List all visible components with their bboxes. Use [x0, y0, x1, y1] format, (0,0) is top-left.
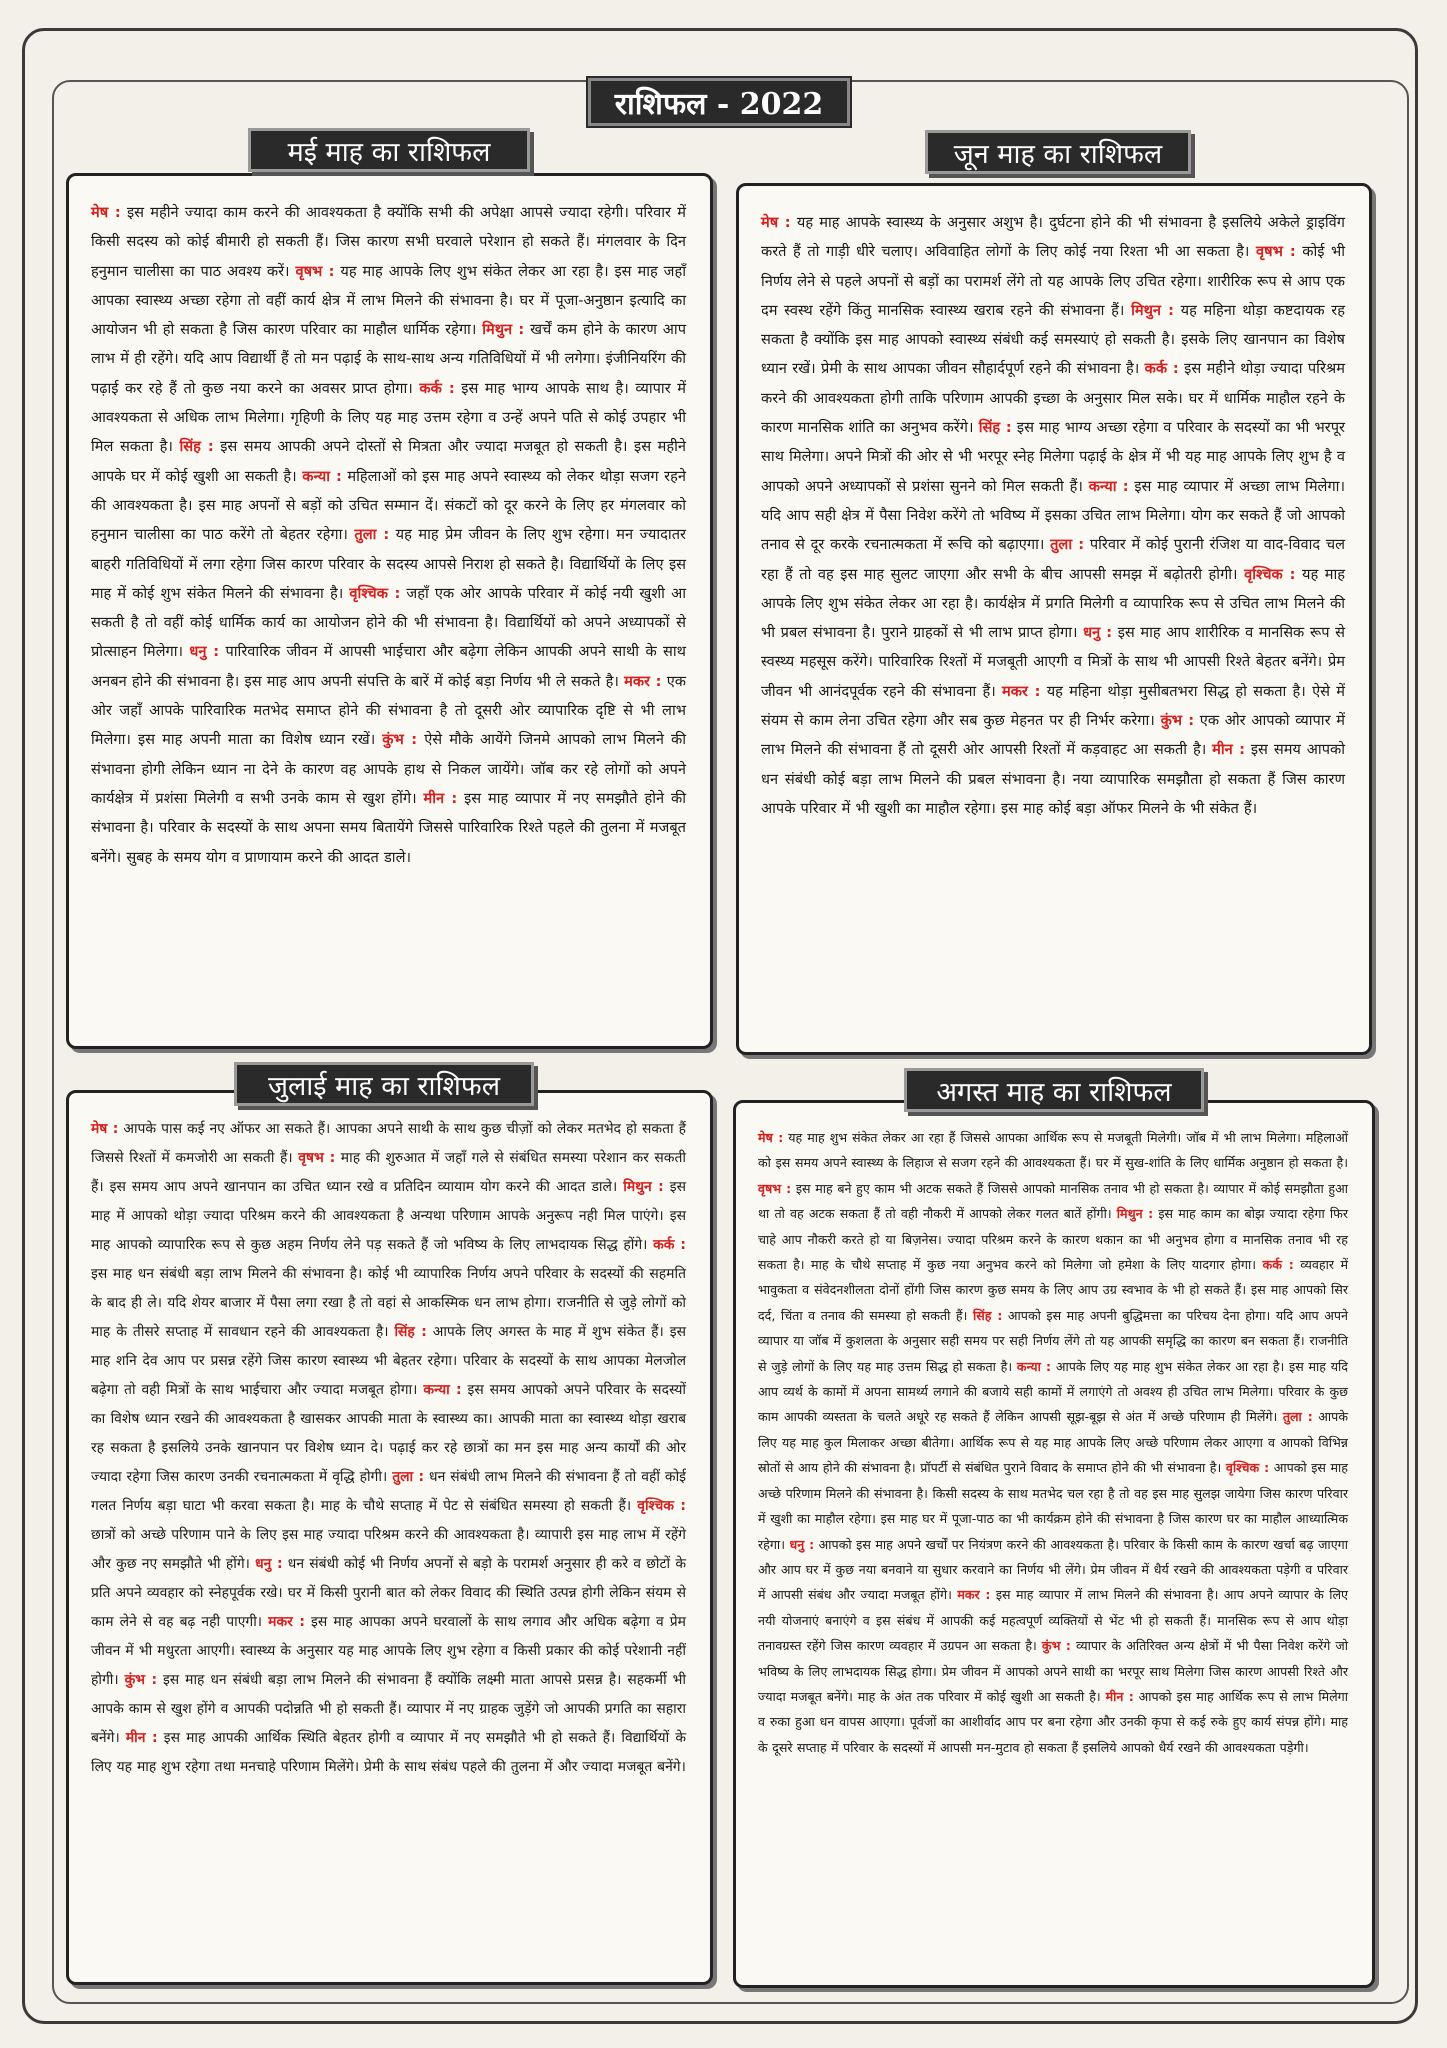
- sign-text: इस माह भाग्य अच्छा रहेगा व परिवार के सदस्यों का भी भरपूर साथ मिलेगा। अपने मित्रों की ओर से भी भरपूर स्नेह मिलेगा पढ़ाई के क्षेत्र में भी यह माह आपके लिए शुभ है व आपको अपने अध्यापकों से प्रशंसा सुनने को मिल सकती हैं।: [761, 419, 1346, 495]
- sign-label: धनु :: [1083, 624, 1113, 642]
- sign-label: कन्या :: [302, 467, 342, 485]
- sign-label: सिंह :: [179, 438, 214, 456]
- sign-text: धन संबंधी लाभ मिलने की संभावना हैं तो वहीं कोई गलत निर्णय बड़ा घाटा भी करवा सकता है। माह के चौथे सप्ताह में पेट से संबंधित समस्या हो सकती हैं।: [91, 1469, 686, 1514]
- sign-label: मिथुन :: [482, 321, 525, 339]
- sign-text: यह माह आपके लिए शुभ संकेत लेकर आ रहा है। इस माह जहाँ आपका स्वास्थ्य अच्छा रहेगा तो वहीं कार्य क्षेत्र में लाभ मिलने की संभावना है। घर में पूजा-अनुष्ठान इत्यादि का आयोजन भी हो सकता है जिस कारण परिवार का माहौल धार्मिक रहेगा।: [91, 262, 686, 339]
- sign-label: वृश्चिक :: [637, 1498, 686, 1514]
- may-body: [91, 198, 686, 872]
- sign-label: मेष :: [761, 214, 791, 231]
- sign-text: आपको इस माह अच्छे परिणाम मिलने की संभावना है। किसी सदस्य के साथ मतभेद चल रहा है तो वह इस माह सुलझ जायेगा जिस कारण परिवार में खुशी का माहौल रहेगा। इस माह घर में पूजा-पाठ का भी कार्यक्रम होने की संभावना है जिस कारण घर का माहौल आध्यात्मिक रहेगा।: [758, 1460, 1348, 1552]
- sign-text: आपको इस माह आर्थिक रूप से लाभ मिलेगा व रुका हुआ धन वापस आएगा। पूर्वजों का आशीर्वाद आप पर बना रहेगा और उनकी कृपा से कई रुके हुए कार्य संपन्न होंगे। माह के दूसरे सप्ताह में परिवार के सदस्यों में आपसी मन-मुटाव हो सकता हैं इसलिये आपको धैर्य रखने की आवश्यकता पड़ेगी।: [758, 1688, 1348, 1755]
- sign-label: मेष :: [758, 1130, 784, 1145]
- sign-text: यह महिना थोड़ा मुसीबतभरा सिद्ध हो सकता है। ऐसे में संयम से काम लेना उचित रहेगा और सब कुछ मेहनत पर ही निर्भर करेगा।: [761, 682, 1345, 730]
- sign-text: यह माह आपके स्वास्थ्य के अनुसार अशुभ है। दुर्घटना होने की भी संभावना है इसलिये अकेले ड्राइविंग करते हैं तो गाड़ी धीरे चलाए। अविवाहित लोगों के लिए कोई नया रिश्ता भी आ सकता है।: [761, 214, 1345, 261]
- june-section: [736, 183, 1372, 1055]
- sign-label: धनु :: [189, 643, 220, 661]
- sign-text: छात्रों को अच्छे परिणाम पाने के लिए इस माह ज्यादा परिश्रम करने की आवश्यकता है। व्यापारी इस माह लाभ में रहेंगे और कुछ नए समझौते भी होंगे।: [91, 1527, 686, 1572]
- sign-text: इस माह काम का बोझ ज्यादा रहेगा फिर चाहे आप नौकरी करते हो या बिज़नेस। ज्यादा परिश्रम करने के कारण थकान का भी अनुभव होगा व मानसिक तनाव भी रह सकता है। माह के चौथे सप्ताह में कुछ नया अनुभव करने को मिलेगा जो हमेशा के लिए यादगार होगा।: [758, 1206, 1348, 1273]
- sign-text: ऐसे मौके आयेंगे जिनमे आपको लाभ मिलने की संभावना होगी लेकिन ध्यान ना देने के कारण वह आपके हाथ से निकल जायेंगे। जॉब कर रहे लोगों को अपने कार्यक्षेत्र में प्रशंसा मिलेगी व सभी उनके काम से खुश होंगे।: [91, 731, 686, 807]
- sign-text: आपको इस माह अपनी बुद्धिमत्ता का परिचय देना होगा। यदि आप अपने व्यापार या जॉब में कुशलता के अनुसार सही समय पर सही निर्णय लेंगे तो यह आपकी समृद्धि का कारण बन सकता हैं। राजनीति से जुड़े लोगों के लिए यह माह उत्तम सिद्ध हो सकता है।: [758, 1307, 1348, 1374]
- sign-label: मकर :: [957, 1587, 991, 1603]
- sign-text: इस माह आपकी आर्थिक स्थिति बेहतर होगी व व्यापार में नए समझौते भी हो सकते हैं। विद्यार्थियों के लिए यह माह शुभ रहेगा तथा मनचाहे परिणाम मिलेंगे। प्रेमी के साथ संबंध पहले की तुलना में और ज्यादा मजबूत बनेंगे।: [91, 1730, 686, 1775]
- sign-text: व्यवहार में भावुकता व संवेदनशीलता दोनों होंगी जिस कारण कुछ समय के लिए आप उग्र स्वभाव के भी हो सकते हैं। इस माह आपको सिर दर्द, चिंता व तनाव की समस्या हो सकती हैं।: [758, 1257, 1348, 1323]
- sign-label: कन्या :: [423, 1382, 462, 1398]
- sign-label: तुला :: [1282, 1409, 1313, 1425]
- sign-label: मिथुन :: [1131, 301, 1174, 319]
- june-body: [761, 208, 1345, 823]
- sign-text: इस माह आप शारीरिक व मानसिक रूप से स्वस्थ्य महसूस करेंगे। पारिवारिक रिश्तों में मजबूती आएगी व मित्रों के साथ भी आपसी रिश्ते बेहतर बनेंगे। प्रेम जीवन भी आनंदपूर्वक रहने की संभावना हैं।: [761, 624, 1345, 700]
- july-section: [66, 1090, 713, 1985]
- sign-text: इस माह बने हुए काम भी अटक सकते हैं जिससे आपको मानसिक तनाव भी हो सकता है। व्यापार में कोई समझौता हुआ था तो वह अटक सकता हैं तो वही नौकरी में आपको लेकर गलत बातें होंगी।: [758, 1180, 1348, 1222]
- sign-text: महिलाओं को इस माह अपने स्वास्थ्य को लेकर थोड़ा सजग रहने की आवश्यकता है। इस माह अपनों से बड़ों को उचित सम्मान दें। संकटों को दूर करने के लिए हर मंगलवार को हनुमान चालीसा का पाठ करेंगे तो बेहतर रहेगा।: [91, 467, 686, 544]
- sign-label: सिंह :: [394, 1324, 427, 1340]
- sign-label: वृषभ :: [1256, 243, 1296, 261]
- sign-text: इस माह भाग्य आपके साथ है। व्यापार में आवश्यकता से अधिक लाभ मिलेगा। गृहिणी के लिए यह माह उत्तम रहेगा व उन्हें अपने पति से कोई उपहार भी मिल सकता है।: [91, 379, 686, 456]
- sign-label: सिंह :: [972, 1307, 1003, 1323]
- sign-label: कर्क :: [1262, 1257, 1294, 1273]
- sign-label: सिंह :: [978, 419, 1012, 437]
- sign-label: मकर :: [268, 1614, 305, 1630]
- sign-label: कन्या :: [1088, 477, 1129, 495]
- july-body: [91, 1115, 686, 1782]
- sign-text: इस माह व्यापार में नए समझौते होने की संभावना है। परिवार के सदस्यों के साथ अपना समय बितायेंगे जिससे पारिवारिक रिश्ते पहले की तुलना में मजबूत बनेंगे। सुबह के समय योग व प्राणायाम करने की आदत डाले।: [91, 789, 686, 866]
- sign-text: इस समय आपको धन संबंधी कोई बड़ा लाभ मिलने की प्रबल संभावना है। नया व्यापारिक समझौता हो सकता हैं जिस कारण आपके परिवार में भी खुशी का माहौल रहेगा। इस माह कोई बड़ा ऑफर मिलने के भी संकेत हैं।: [761, 741, 1345, 817]
- sign-label: धनु :: [255, 1556, 283, 1572]
- sign-text: व्यापार के अतिरिक्त अन्य क्षेत्रों में भी पैसा निवेश करेंगे जो भविष्य के लिए लाभदायक सिद्ध होगा। प्रेम जीवन में आपको अपने साथी का भरपूर साथ मिलेगा जिस कारण आपसी रिश्ते और ज्यादा मजबूत बनेंगे। माह के अंत तक परिवार में कोई खुशी आ सकती है।: [758, 1638, 1348, 1704]
- sign-label: मकर :: [624, 672, 662, 690]
- sign-label: कुंभ :: [124, 1672, 157, 1688]
- sign-text: इस महीने ज्यादा काम करने की आवश्यकता है क्योंकि सभी की अपेक्षा आपसे ज्यादा रहेगी। परिवार में किसी सदस्य को कोई बीमारी हो सकती हैं। जिस कारण सभी घरवाले परेशान हो सकते हैं। मंगलवार के दिन हनुमान चालीसा का पाठ अवश्य करें।: [91, 204, 686, 280]
- sign-label: धनु :: [789, 1536, 815, 1552]
- sign-label: वृश्चिक :: [349, 584, 401, 602]
- sign-label: मिथुन :: [623, 1179, 664, 1195]
- august-section: [733, 1100, 1375, 1988]
- may-section: [66, 173, 713, 1049]
- sign-label: कर्क :: [1144, 360, 1179, 378]
- sign-text: एक ओर जहाँ आपके पारिवारिक मतभेद समाप्त होने की संभावना है तो दूसरी ओर व्यापारिक दृष्टि से भी लाभ मिलेगा। इस माह अपनी माता का विशेष ध्यान रखें।: [91, 672, 687, 749]
- sign-text: कोई भी निर्णय लेने से पहले अपनों से बड़ों का परामर्श लेंगे तो यह आपके लिए उचित रहेगा। शारीरिक रूप से आप एक दम स्वस्थ रहेंगे किंतु मानसिक स्वास्थ्य खराब रहने की संभावना हैं।: [761, 243, 1345, 319]
- sign-text: यह महिना थोड़ा कष्टदायक रह सकता है क्योंकि इस माह आपको स्वास्थ्य संबंधी कई समस्याएं हो सकती है। इसके लिए खानपान का विशेष ध्यान रखें। प्रेमी के साथ आपका जीवन सौहार्दपूर्ण रहने की संभावना है।: [761, 301, 1345, 378]
- sign-text: आपको इस माह अपने खर्चों पर नियंत्रण करने की आवश्यकता है। परिवार के किसी काम के कारण खर्चा बढ़ जाएगा और आप घर में कुछ नया बनवाने या सुधार करवाने का निर्णय भी लेंगे। प्रेम जीवन में धैर्य रखने की आवश्यकता पड़ेगी व परिवार में आपसी संबंध और ज्यादा मजबूत होंगे।: [758, 1536, 1349, 1603]
- may-title: मई माह का राशिफल: [248, 128, 530, 172]
- sign-label: तुला :: [392, 1469, 425, 1485]
- june-title: जून माह का राशिफल: [925, 130, 1191, 174]
- sign-text: इस समय आपको अपने परिवार के सदस्यों का विशेष ध्यान रखने की आवश्यकता है खासकर आपकी माता के स्वास्थ्य का। आपकी माता का स्वास्थ्य थोड़ा खराब रह सकता है इसलिये उनके खानपान पर विशेष ध्यान दे। पढ़ाई कर रहे छात्रों का मन इस माह अन्य कार्यों की ओर ज्यादा रहेगा जिस कारण उनकी रचनात्मकता में वृद्धि होगी।: [91, 1382, 687, 1485]
- sign-text: इस समय आपकी अपने दोस्तों से मित्रता और ज्यादा मजबूत हो सकती है। इस महीने आपके घर में कोई खुशी आ सकती है।: [91, 438, 686, 485]
- sign-label: कन्या :: [1016, 1358, 1052, 1374]
- sign-text: यह माह प्रेम जीवन के लिए शुभ रहेगा। मन ज्यादातर बाहरी गतिविधियों में लगा रहेगा जिस कारण परिवार के सदस्य आपसे निराश हो सकते है। विद्यार्थियों के लिए इस माह में कोई शुभ संकेत मिलने की संभावना है।: [91, 526, 686, 602]
- sign-label: वृषभ :: [298, 1150, 336, 1166]
- sign-text: इस माह धन संबंधी बड़ा लाभ मिलने की संभावना हैं क्योंकि लक्ष्मी माता आपसे प्रसन्न है। सहकर्मी भी आपके काम से खुश होंगे व आपकी पदोन्नति भी हो सकती हैं। व्यापार में नए ग्राहक जुड़ेंगे जो आपकी प्रगति का सहारा बनेंगे।: [91, 1672, 687, 1746]
- sign-label: मीन :: [1105, 1688, 1134, 1704]
- sign-label: मेष :: [91, 1121, 119, 1137]
- sign-label: कर्क :: [419, 379, 455, 397]
- sign-text: इस माह व्यापार में लाभ मिलने की संभावना है। आप अपने व्यापार के लिए नयी योजनाएं बनाएंगे व इस संबंध में आपकी कई महत्वपूर्ण व्यक्तियों से भेंट भी हो सकती हैं। मानसिक रूप से आप थोड़ा तनावग्रस्त रहेंगे जिस कारण व्यवहार में उग्रपन आ सकता है।: [758, 1587, 1348, 1654]
- sign-text: पारिवारिक जीवन में आपसी भाईचारा और बढ़ेगा लेकिन आपकी अपने साथी के साथ अनबन होने की संभावना है। इस माह आप अपनी संपत्ति के बारें में कोई बड़ा निर्णय भी ले सकते है।: [91, 643, 686, 690]
- sign-label: मिथुन :: [1116, 1206, 1154, 1222]
- sign-label: मकर :: [1002, 682, 1041, 700]
- sign-label: तुला :: [354, 526, 390, 544]
- sign-label: वृषभ :: [295, 262, 335, 280]
- sign-label: मीन :: [423, 789, 458, 807]
- sign-label: मीन :: [1212, 741, 1245, 759]
- sign-text: आपके लिए यह माह कुल मिलाकर अच्छा बीतेगा। आर्थिक रूप से यह माह आपके लिए अच्छे परिणाम लेकर आएगा व आपको विभिन्न स्रोतों से आय होने की संभावना है। प्रॉपर्टी से संबंधित पुराने विवाद के समाप्त होने की भी संभावना है।: [758, 1409, 1349, 1476]
- sign-label: वृश्चिक :: [1225, 1460, 1270, 1476]
- sign-label: कुंभ :: [382, 731, 418, 749]
- sign-text: इस महीने थोड़ा ज्यादा परिश्रम करने की आवश्यकता होगी ताकि परिणाम आपकी इच्छा के अनुसार मिल सके। घर में धार्मिक माहौल रहने के कारण मानसिक शांति का अनुभव करेंगे।: [761, 360, 1345, 437]
- sign-text: आपके लिए यह माह शुभ संकेत लेकर आ रहा है। इस माह यदि आप व्यर्थ के कामों में अपना सामर्थ्य लगाने की बजाये सही कामों में लगाएंगे तो अवश्य ही उचित लाभ मिलेगा। परिवार के कुछ काम आपकी व्यस्तता के चलते अधूरे रह सकते हैं लेकिन आपसी सूझ-बूझ से अंत में अच्छे परिणाम ही मिलेंगे।: [758, 1358, 1348, 1425]
- page-title: राशिफल - 2022: [588, 78, 850, 126]
- sign-text: इस माह धन संबंधी बड़ा लाभ मिलने की संभावना है। कोई भी व्यापारिक निर्णय अपने परिवार के सदस्यों की सहमति के बाद ही ले। यदि शेयर बाजार में पैसा लगा रखा है तो वहां से आकस्मिक धन लाभ होगा। राजनीति से जुड़े लोगों को माह के तीसरे सप्ताह में सावधान रहने की आवश्यकता है।: [91, 1266, 686, 1340]
- sign-text: इस माह व्यापार में अच्छा लाभ मिलेगा। यदि आप सही क्षेत्र में पैसा निवेश करेंगे तो भविष्य में इसका उचित लाभ मिलेगा। योग कर सकते हैं जो आपको तनाव से दूर करके रचनात्मकता में रूचि को बढ़ाएगा।: [761, 477, 1345, 554]
- sign-text: आपके पास कई नए ऑफर आ सकते हैं। आपका अपने साथी के साथ कुछ चीज़ों को लेकर मतभेद हो सकता हैं जिससे रिश्तों में कमजोरी आ सकती हैं।: [91, 1121, 686, 1166]
- sign-label: कुंभ :: [1160, 712, 1195, 730]
- sign-text: इस माह आपका अपने घरवालों के साथ लगाव और अधिक बढ़ेगा व प्रेम जीवन में भी मधुरता आएगी। स्वास्थ्य के अनुसार यह माह आपके लिए शुभ रहेगा व किसी प्रकार की कोई परेशानी नहीं होगी।: [91, 1614, 686, 1688]
- sign-label: मीन :: [125, 1730, 158, 1746]
- sign-text: यह माह आपके लिए शुभ संकेत लेकर आ रहा है। कार्यक्षेत्र में प्रगति मिलेगी व व्यापारिक रूप से उचित लाभ मिलने की भी प्रबल संभावना है। पुराने ग्राहकों से भी लाभ प्राप्त होगा।: [761, 565, 1345, 642]
- august-title: अगस्त माह का राशिफल: [904, 1068, 1204, 1112]
- sign-text: यह माह शुभ संकेत लेकर आ रहा हैं जिससे आपका आर्थिक रूप से मजबूती मिलेगी। जॉब में भी लाभ मिलेगा। महिलाओं को इस समय अपने स्वास्थ्य के लिहाज से सजग रहने की आवश्यकता हैं। घर में सुख-शांति के लिए धार्मिक अनुष्ठान हो सकता है।: [758, 1130, 1349, 1171]
- sign-text: माह की शुरुआत में जहाँ गले से संबंधित समस्या परेशान कर सकती हैं। इस समय आप अपने खानपान का उचित ध्यान रखे व प्रतिदिन व्यायाम योग करने की आदत डाले।: [91, 1150, 686, 1195]
- august-body: [758, 1125, 1348, 1760]
- sign-label: कुंभ :: [1041, 1638, 1071, 1654]
- sign-label: वृश्चिक :: [1244, 565, 1296, 583]
- sign-text: खर्चें कम होने के कारण आप लाभ में ही रहेंगे। यदि आप विद्यार्थी हैं तो मन पढ़ाई के साथ-साथ अन्य गतिविधियों में भी लगेगा। इंजीनियरिंग की पढ़ाई कर रहे हैं तो कुछ नया करने का अवसर प्राप्त होगा।: [91, 321, 687, 397]
- sign-text: जहाँ एक ओर आपके परिवार में कोई नयी खुशी आ सकती है तो वहीं कोई धार्मिक कार्य का आयोजन होने की भी संभावना है। विद्यार्थियों को अपने अध्यापकों से प्रोत्साहन मिलेगा।: [91, 584, 686, 661]
- sign-text: एक ओर आपको व्यापार में लाभ मिलने की संभावना हैं तो दूसरी ओर आपसी रिश्तों में कड़वाहट आ सकती है।: [761, 712, 1345, 759]
- sign-text: धन संबंधी कोई भी निर्णय अपनों से बड़ो के परामर्श अनुसार ही करे व छोटों के प्रति अपने व्यवहार को स्नेहपूर्वक रखे। घर में किसी पुरानी बात को लेकर विवाद की स्थिति उत्पन्न होगी लेकिन संयम से काम लेने से वह बढ़ नही पाएगी।: [91, 1556, 686, 1630]
- sign-text: परिवार में कोई पुरानी रंजिश या वाद-विवाद चल रहा हैं तो वह इस माह सुलट जाएगा और सभी के बीच आपसी समझ में बढ़ोतरी होगी।: [761, 536, 1345, 583]
- sign-label: वृषभ :: [758, 1180, 792, 1196]
- sign-label: कर्क :: [653, 1237, 686, 1253]
- sign-label: मेष :: [91, 204, 121, 221]
- july-title: जुलाई माह का राशिफल: [234, 1062, 534, 1106]
- sign-text: आपके लिए अगस्त के माह में शुभ संकेत हैं। इस माह शनि देव आप पर प्रसन्न रहेंगे जिस कारण स्वास्थ्य भी बेहतर रहेगा। परिवार के सदस्यों के साथ आपका मेलजोल बढ़ेगा तो वही मित्रों के साथ भाईचारा और ज्यादा मजबूत होगा।: [91, 1324, 686, 1398]
- sign-text: इस माह में आपको थोड़ा ज्यादा परिश्रम करने की आवश्यकता है अन्यथा परिणाम आपके अनुरूप नही मिल पाएंगे। इस माह आपको व्यापारिक रूप से कुछ अहम निर्णय लेने पड़ सकते हैं जो भविष्य के लिए लाभदायक सिद्ध होंगे।: [91, 1179, 686, 1253]
- sign-label: तुला :: [1050, 536, 1085, 554]
